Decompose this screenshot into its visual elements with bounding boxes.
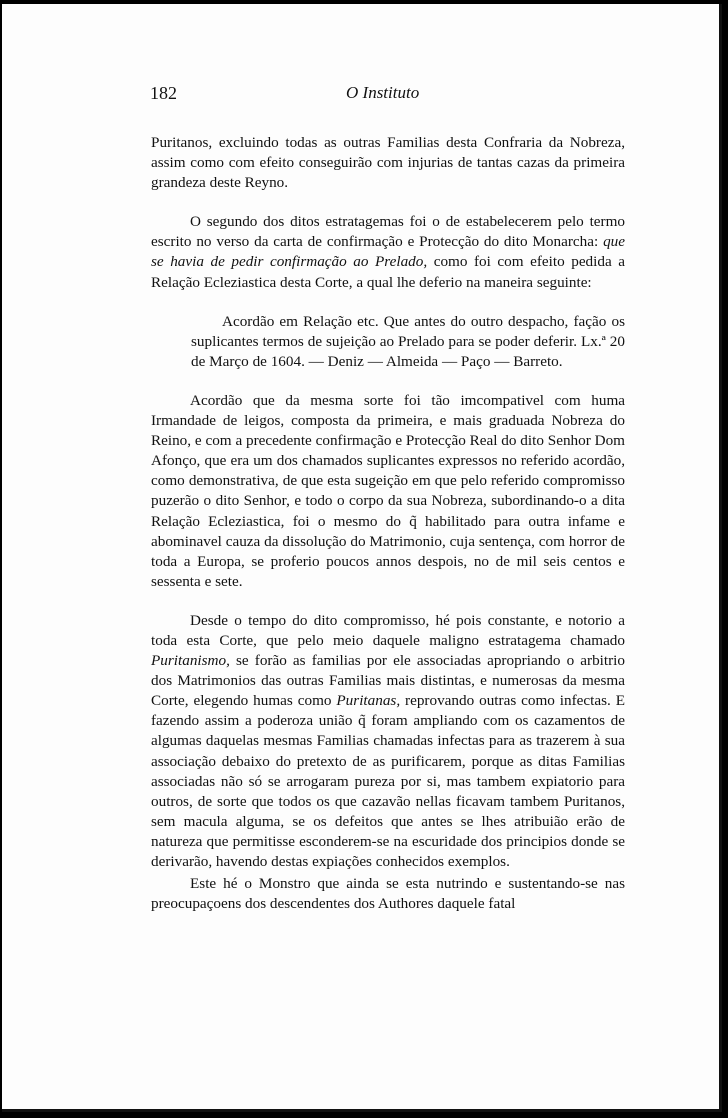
paragraph-1: Puritanos, excluindo todas as outras Familias desta Confraria da Nobreza, assim como com efeito conseguirão com injurias de tantas cazas da primeira grandeza deste Reyno. [151, 134, 625, 192]
paragraph-4-text-a: Desde o tempo do dito compromisso, hé pois constante, e notorio a toda esta Corte, que pelo meio daquele maligno estratagema chamado [151, 611, 625, 649]
page-number: 182 [150, 83, 177, 103]
block-quote [191, 312, 625, 372]
page-body [151, 133, 625, 914]
block-quote-text: Acordão em Relação etc. Que antes do outro despacho, fação os suplicantes termos de sujeição ao Prelado para se poder deferir. Lx.ª 20 de Março de 1604. — Deniz — Almeida — Paço — Barreto. [191, 312, 625, 370]
paragraph-4 [151, 611, 625, 872]
paragraph-2 [151, 212, 625, 292]
paragraph-2-italic: que se havia de pedir confirmação ao Prelado, [151, 233, 625, 271]
page-header [150, 83, 625, 107]
paragraph-4-italic-b: Puritanas, [336, 692, 401, 710]
paragraph-2-text-a: O segundo dos ditos estratagemas foi o de estabelecerem pelo termo escrito no verso da carta de confirmação e Protecção do dito Monarcha: [151, 213, 625, 251]
running-title: O Instituto [346, 83, 420, 102]
paragraph-4-text-b: se forão as familias por ele associadas apropriando o arbitrio dos Matrimonios das outras Familias mais distintas, e numerosas da mesma Corte, elegendo humas como [151, 652, 625, 710]
paragraph-4-italic-a: Puritanismo, [151, 652, 230, 670]
book-page [2, 4, 722, 1112]
paragraph-4-text-c: reprovando outras como infectas. E fazendo assim a poderoza união q̃ foram ampliando com os cazamentos de algumas daquelas mesmas Familias chamadas infectas para as trazerem à sua associação debaixo do pretexto de as purificarem, porque as ditas Familias associadas não só se arrogaram pureza por si, mas tambem expiatorio para outros, de sorte que todos os que cazavão nellas ficavam tambem Puritanos, sem macula alguma, se os defeitos que antes se lhes atribuião erão de natureza que permitisse esconderem-se na escuridade dos principios donde se derivarão, havendo destas expiações conhecidos exemplos. [151, 692, 625, 870]
paragraph-2-text-b: como foi com efeito pedida a Relação Ecleziastica desta Corte, a qual lhe deferio na maneira seguinte: [151, 253, 625, 291]
paragraph-5: Este hé o Monstro que ainda se esta nutrindo e sustentando-se nas preocupaçoens dos descendentes dos Authores daquele fatal [151, 875, 625, 913]
paragraph-3: Acordão que da mesma sorte foi tão imcompativel com huma Irmandade de leigos, composta da primeira, e mais graduada Nobreza do Reino, e com a precedente confirmação e Protecção Real do dito Senhor Dom Afonço, que era um dos chamados suplicantes expressos no referido acordão, como demonstrativa, de que esta sugeição em que pelo referido compromisso puzerão o dito Senhor, e todo o corpo da sua Nobreza, subordinando-o a dita Relação Ecleziastica, foi o mesmo do q̃ habilitado para outra infame e abominavel cauza da dissolução do Matrimonio, cuja sentença, com horror de toda a Europa, se proferio poucos annos despois, no de mil seis centos e sessenta e sete. [151, 391, 625, 590]
